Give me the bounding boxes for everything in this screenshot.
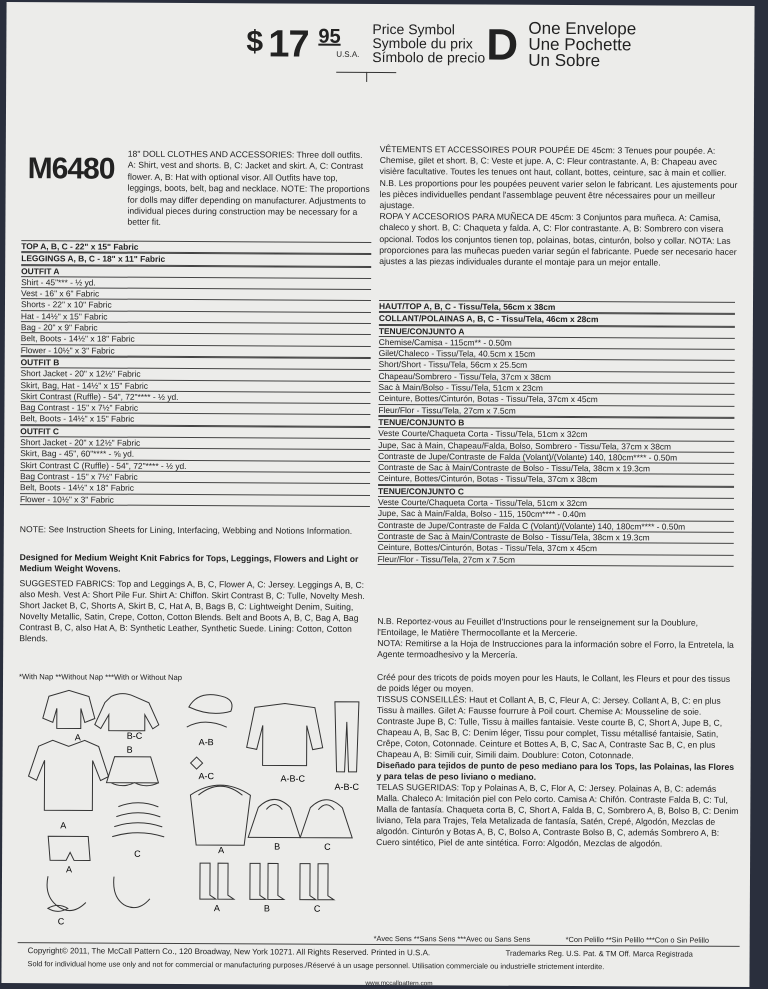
table-row: Skirt, Bag, Hat - 14½" x 15" Fabric (21, 380, 371, 393)
label-b-bag: B (274, 841, 281, 852)
price-country: U.S.A. (336, 49, 360, 59)
table-row: Fleur/Flor - Tissu/Tela, 27cm x 7.5cm (378, 554, 734, 567)
copyright: Copyright© 2011, The McCall Pattern Co., 120 Broadway, New York 10271. All Rights Reserved. Printed in U.S.A. (27, 946, 431, 958)
telas: TELAS SUGERIDAS: Top y Polainas A, B, C, Flor A, C: Jersey. Polainas A, B, C: además Malla. Chaleco A: Imitación piel con Pelo corto. Camisa A: Chifón. Contraste Falda B, C: Tul, Malla de fantasía. Chaqueta corta B, C, Short A, Falda B, C, Sombrero A, B, Bolso B, C: Denim liviano, Tela para Trajes, Tela Metalizada de fantasía, Satén, Crepé, Algodón, Mezclas de algodón. Cinturón y Botas A, B, C, Bolso A, Contraste Bolso B, C, además Sombrero A, B: Cuero sintético, Piel de ante sintética. Forro: Algodón, Mezclas de algodón. (376, 781, 739, 849)
sold-notice: Sold for individual home use only and not for commercial or manufacturing purposes./Réservé à un usage personnel. Utilisation commerciale ou industrielle strictement interdite. (27, 959, 605, 972)
table-row: Flower - 10½" x 3" Fabric (21, 345, 371, 358)
suggested-fabrics: SUGGESTED FABRICS: Top and Leggings A, B, C, Flower A, C: Jersey. Leggings A, B, C: also Mesh. Vest A: Short Pile Fur. Shirt A: Chiffon. Skirt Contrast B, C: Tulle, Novelty Mesh. Short Jacket B, C, Shorts A, Skirt B, C, Hat A, B, Bags B, C: Lightweight Denim, Suiting, Novelty Metallic, Satin, Crepe, Cotton, Cotton Blends. Belt and Boots A, B, C, Bag A, Bag Contrast B, C, also Hat A, B: Synthetic Leather, Synthetic Suede. Lining: Cotton, Cotton Blends. (19, 578, 365, 644)
table-row: Chapeau/Sombrero - Tissu/Tela, 37cm x 38cm (379, 371, 735, 384)
table-row: Shorts - 22" x 10" Fabric (21, 300, 371, 313)
label-b-boots: B (263, 903, 270, 914)
table-heading: TENUE/CONJUNTO B (378, 416, 734, 430)
table-row: Ceinture, Bottes/Cinturón, Botas - Tissu/Tela, 37cm x 38cm (378, 473, 734, 486)
shirt-illustration (28, 740, 108, 810)
table-heading: OUTFIT B (21, 356, 371, 370)
metric-table (378, 300, 735, 567)
price-symbol-es: Símbolo de precio (372, 48, 486, 66)
table-row: Vest - 16" x 6" Fabric (21, 288, 371, 301)
table-row: Hat - 14½" x 15" Fabric (21, 311, 371, 324)
nb-fr-es (377, 616, 741, 662)
nb-fr: N.B. Reportez-vous au Feuillet d'Instructions pour le renseignement sur la Doublure, l'Entoilage, le Matière Thermocollante et la Mercerie. (377, 615, 699, 639)
label-c-boots: C (313, 903, 321, 914)
label-a-bag: A (218, 845, 225, 856)
pattern-code: M6480 (27, 152, 115, 186)
table-row: Chemise/Camisa - 115cm** - 0.50m (379, 337, 735, 350)
price-symbol-fr: Symbole du prix (372, 34, 473, 52)
table-row: Contraste de Sac à Main/Contraste de Bolso - Tissu/Tela, 38cm x 19.3cm (378, 531, 734, 544)
label-a-shorts: A (66, 864, 73, 875)
table-row: Belt, Boots - 14½" x 18" Fabric (20, 482, 370, 495)
label-ac: A-C (198, 771, 215, 782)
table-row: Shirt - 45"*** - ½ yd. (21, 277, 371, 290)
table-row: Skirt Contrast (Ruffle) - 54", 72"**** - ½ yd. (20, 391, 370, 404)
table-heading: OUTFIT C (20, 425, 370, 439)
price-dollar: $ (246, 25, 264, 59)
table-row: Jupe, Sac à Main, Chapeau/Falda, Bolso, Sombrero - Tissu/Tela, 37cm x 38cm (378, 440, 734, 453)
label-a-boots: A (213, 903, 220, 914)
nota-es: NOTA: Remitirse a la Hoja de Instrucciones para la información sobre el Forro, la Entretela, la Agente termoadhesivo y la Mercería. (377, 637, 734, 660)
bag-a-illustration (190, 785, 250, 845)
table-row: Short Jacket - 20" x 12½" Fabric (21, 368, 371, 381)
label-ab: A-B (198, 737, 214, 748)
table-row: Ceinture, Bottes/Cinturón, Botas - Tissu/Tela, 37cm x 45cm (378, 542, 734, 555)
table-row: Sac à Main/Bolso - Tissu/Tela, 51cm x 23cm (379, 382, 735, 395)
table-row: Bag - 20" x 9" Fabric (21, 322, 371, 335)
table-row: Fleur/Flor - Tissu/Tela, 27cm x 7.5cm (378, 405, 734, 418)
designed-for: Designed for Medium Weight Knit Fabrics for Tops, Leggings, Flowers and Light or Medium Weight Wovens. (19, 552, 359, 574)
cree: Créé pour des tricots de poids moyen pour les Hauts, le Collant, les Fleurs et pour des tissus de poids léger ou moyen. (376, 671, 731, 694)
table-row: Bag Contrast - 15" x 7½" Fabric (20, 402, 370, 415)
label-a-vest: A (74, 732, 81, 743)
table-row: Veste Courte/Chaqueta Corta - Tissu/Tela, 51cm x 32cm (378, 428, 734, 441)
table-row: Jupe, Sac à Main/Falda, Bolso - 115, 150cm**** - 0.40m (378, 508, 734, 521)
label-c-ruffle: C (134, 848, 141, 859)
table-row: Short Jacket - 20" x 12½" Fabric (20, 437, 370, 450)
table-heading: TENUE/CONJUNTO C (378, 485, 734, 499)
table-row: Skirt Contrast C (Ruffle) - 54", 72"**** - ½ yd. (20, 460, 370, 473)
price-letter: D (486, 20, 519, 70)
avec-sens-key: *Avec Sens **Sans Sens ***Avec ou Sans Sens (373, 933, 531, 944)
necklace-b-illustration (114, 877, 150, 908)
price-symbol-en: Price Symbol (372, 20, 455, 38)
table-row: Short/Short - Tissu/Tela, 56cm x 25.5cm (379, 359, 735, 372)
table-row: Bag Contrast - 15" x 7½" Fabric (20, 471, 370, 484)
price-main: 17 (268, 23, 309, 66)
table-row: Skirt, Bag - 45", 60"**** - ⅝ yd. (20, 448, 370, 461)
table-row: Veste Courte/Chaqueta Corta - Tissu/Tela, 51cm x 32cm (378, 497, 734, 510)
table-row: Contraste de Sac à Main/Contraste de Bolso - Tissu/Tela, 38cm x 19.3cm (378, 462, 734, 475)
website: www.mccallpattern.com (365, 979, 433, 987)
table-row: Contraste de Jupe/Contraste de Falda (Volant)/(Volante) 140, 180cm**** - 0.50m (378, 451, 734, 464)
label-c-bag: C (324, 841, 331, 852)
description-fr-es (379, 144, 744, 269)
ruffle-illustration (112, 803, 164, 837)
table-heading: COLLANT/POLAINAS A, B, C - Tissu/Tela, 46cm x 28cm (379, 312, 735, 326)
nap-key: *With Nap **Without Nap ***With or Without Nap (19, 672, 182, 682)
yardage-table (20, 240, 371, 507)
description-fr: VÊTEMENTS ET ACCESSOIRES POUR POUPÉE DE 45cm: 3 Tenues pour poupée. A: Chemise, gilet et short. B, C: Veste et jupe. A, C: Fleur contrastante. A, B: Chapeau avec visière facultative. Toutes les tenues ont haut, collant, bottes, ceinture, sac à main et collier. N.B. Les proportions pour les poupées peuvent varier selon le fabricant. Les ajustements pour les pièces individuelles pendant l'assemblage peuvent être nécessaires pour un meilleur ajustage. (379, 144, 738, 211)
bag-c-illustration (300, 800, 352, 838)
label-bc: B-C (126, 730, 143, 741)
top-illustration (247, 703, 323, 765)
jacket-illustration (95, 694, 159, 731)
price-cents: 95 (318, 25, 341, 48)
table-row: Ceinture, Bottes/Cinturón, Botas - Tissu/Tela, 37cm x 45cm (378, 393, 734, 406)
table-row: Gilet/Chaleco - Tissu/Tela, 40.5cm x 15cm (379, 348, 735, 361)
cree-block (376, 672, 741, 850)
description: 18" DOLL CLOTHES AND ACCESSORIES: Three doll outfits. A: Shirt, vest and shorts. B, C: Jacket and skirt. A, C: Contrast flower. A, B: Hat with optional visor. All Outfits have top, leggings, boots, belt, bag and necklace. NOTE: The proportions for dolls may differ depending on manufacturer. Adjustments to individual pieces during construction may be necessary for a better fit. (127, 148, 370, 228)
flower-illustration (191, 757, 203, 769)
bag-b-illustration (248, 799, 300, 837)
envelope-es: Un Sobre (528, 50, 601, 71)
table-row: Belt, Boots - 14½" x 18" Fabric (21, 334, 371, 347)
table-heading: HAUT/TOP A, B, C - Tissu/Tela, 56cm x 38cm (379, 300, 735, 314)
con-pelillo-key: *Con Pelillo **Sin Pelillo ***Con o Sin Pelillo (565, 934, 710, 945)
garment-illustrations (18, 686, 369, 932)
envelope-en: One Envelope (528, 18, 637, 39)
label-b-skirt: B (126, 744, 133, 755)
shorts-illustration (48, 836, 90, 860)
skirt-illustration (106, 757, 158, 786)
tissus: TISSUS CONSEILLÉS: Haut et Collant A, B, C, Fleur A, C: Jersey. Collant A, B, C: en plus Tissu à mailles. Gilet A: Fausse fourrure à Poil court. Chemise A: Mousseline de soie. Contraste Jupe B, C: Tulle, Tissu à mailles fantaisie. Veste courte B, C, Short A, Jupe B, C, Chapeau A, B, Sac B, C: Denim léger, Tissu pour complet, Tissu métallisé fantaisie, Satin, Crêpe, Coton, Cotonnade. Ceinture et Bottes A, B, C, Sac A, Contraste Sac B, C, en plus Chapeau A, B: Simili cuir, Simili daim. Doublure: Coton, Cotonnade. (376, 693, 723, 761)
tick-mark-v (366, 72, 367, 82)
leggings-illustration (335, 702, 359, 772)
label-a-shirt: A (60, 820, 67, 831)
pattern-envelope-back (1, 2, 754, 987)
necklace-illustration (47, 876, 86, 910)
table-heading: TENUE/CONJUNTO A (379, 325, 735, 339)
boots-a-illustration (200, 863, 234, 899)
hat-illustration (187, 695, 232, 728)
label-c-belt: C (57, 916, 65, 927)
trademark: Trademarks Reg. U.S. Pat. & TM Off. Marca Registrada (505, 948, 693, 959)
boots-c-illustration (300, 864, 334, 900)
table-row: Contraste de Jupe/Contraste de Falda C (Volant)/(Volante) 140, 180cm**** - 0.50m (378, 520, 734, 533)
table-row: Belt, Boots - 14½" x 15" Fabric (20, 414, 370, 427)
label-abc-top: A-B-C (280, 773, 306, 784)
table-heading: LEGGINGS A, B, C - 18" x 11" Fabric (21, 252, 371, 266)
table-heading: OUTFIT A (21, 265, 371, 279)
table-heading: TOP A, B, C - 22" x 15" Fabric (21, 240, 371, 254)
boots-b-illustration (250, 863, 284, 899)
description-es: ROPA Y ACCESORIOS PARA MUÑECA DE 45cm: 3 Conjuntos para muñeca. A: Camisa, chaleco y short. B, C: Chaqueta y falda. A, C: Flor contrastante. A, B: Sombrero con visera opcional. Todos los conjuntos tienen top, polainas, botas, cinturón, bolso y collar. NOTA: Las proporciones para las muñecas pueden variar según el fabricante. Puede ser necesario hacer ajustes a las piezas individuales durante el montaje para un mejor entalle. (379, 211, 737, 268)
vest-illustration (43, 690, 95, 728)
note: NOTE: See Instruction Sheets for Lining, Interfacing, Webbing and Notions Information. (19, 524, 353, 536)
label-abc-leggings: A-B-C (334, 781, 359, 792)
table-row: Flower - 10½" x 3" Fabric (20, 494, 370, 507)
envelope-fr: Une Pochette (528, 34, 632, 55)
disenado: Diseñado para tejidos de punto de peso mediano para los Tops, las Polainas, las Flores y para telas de peso liviano o mediano. (376, 759, 735, 782)
